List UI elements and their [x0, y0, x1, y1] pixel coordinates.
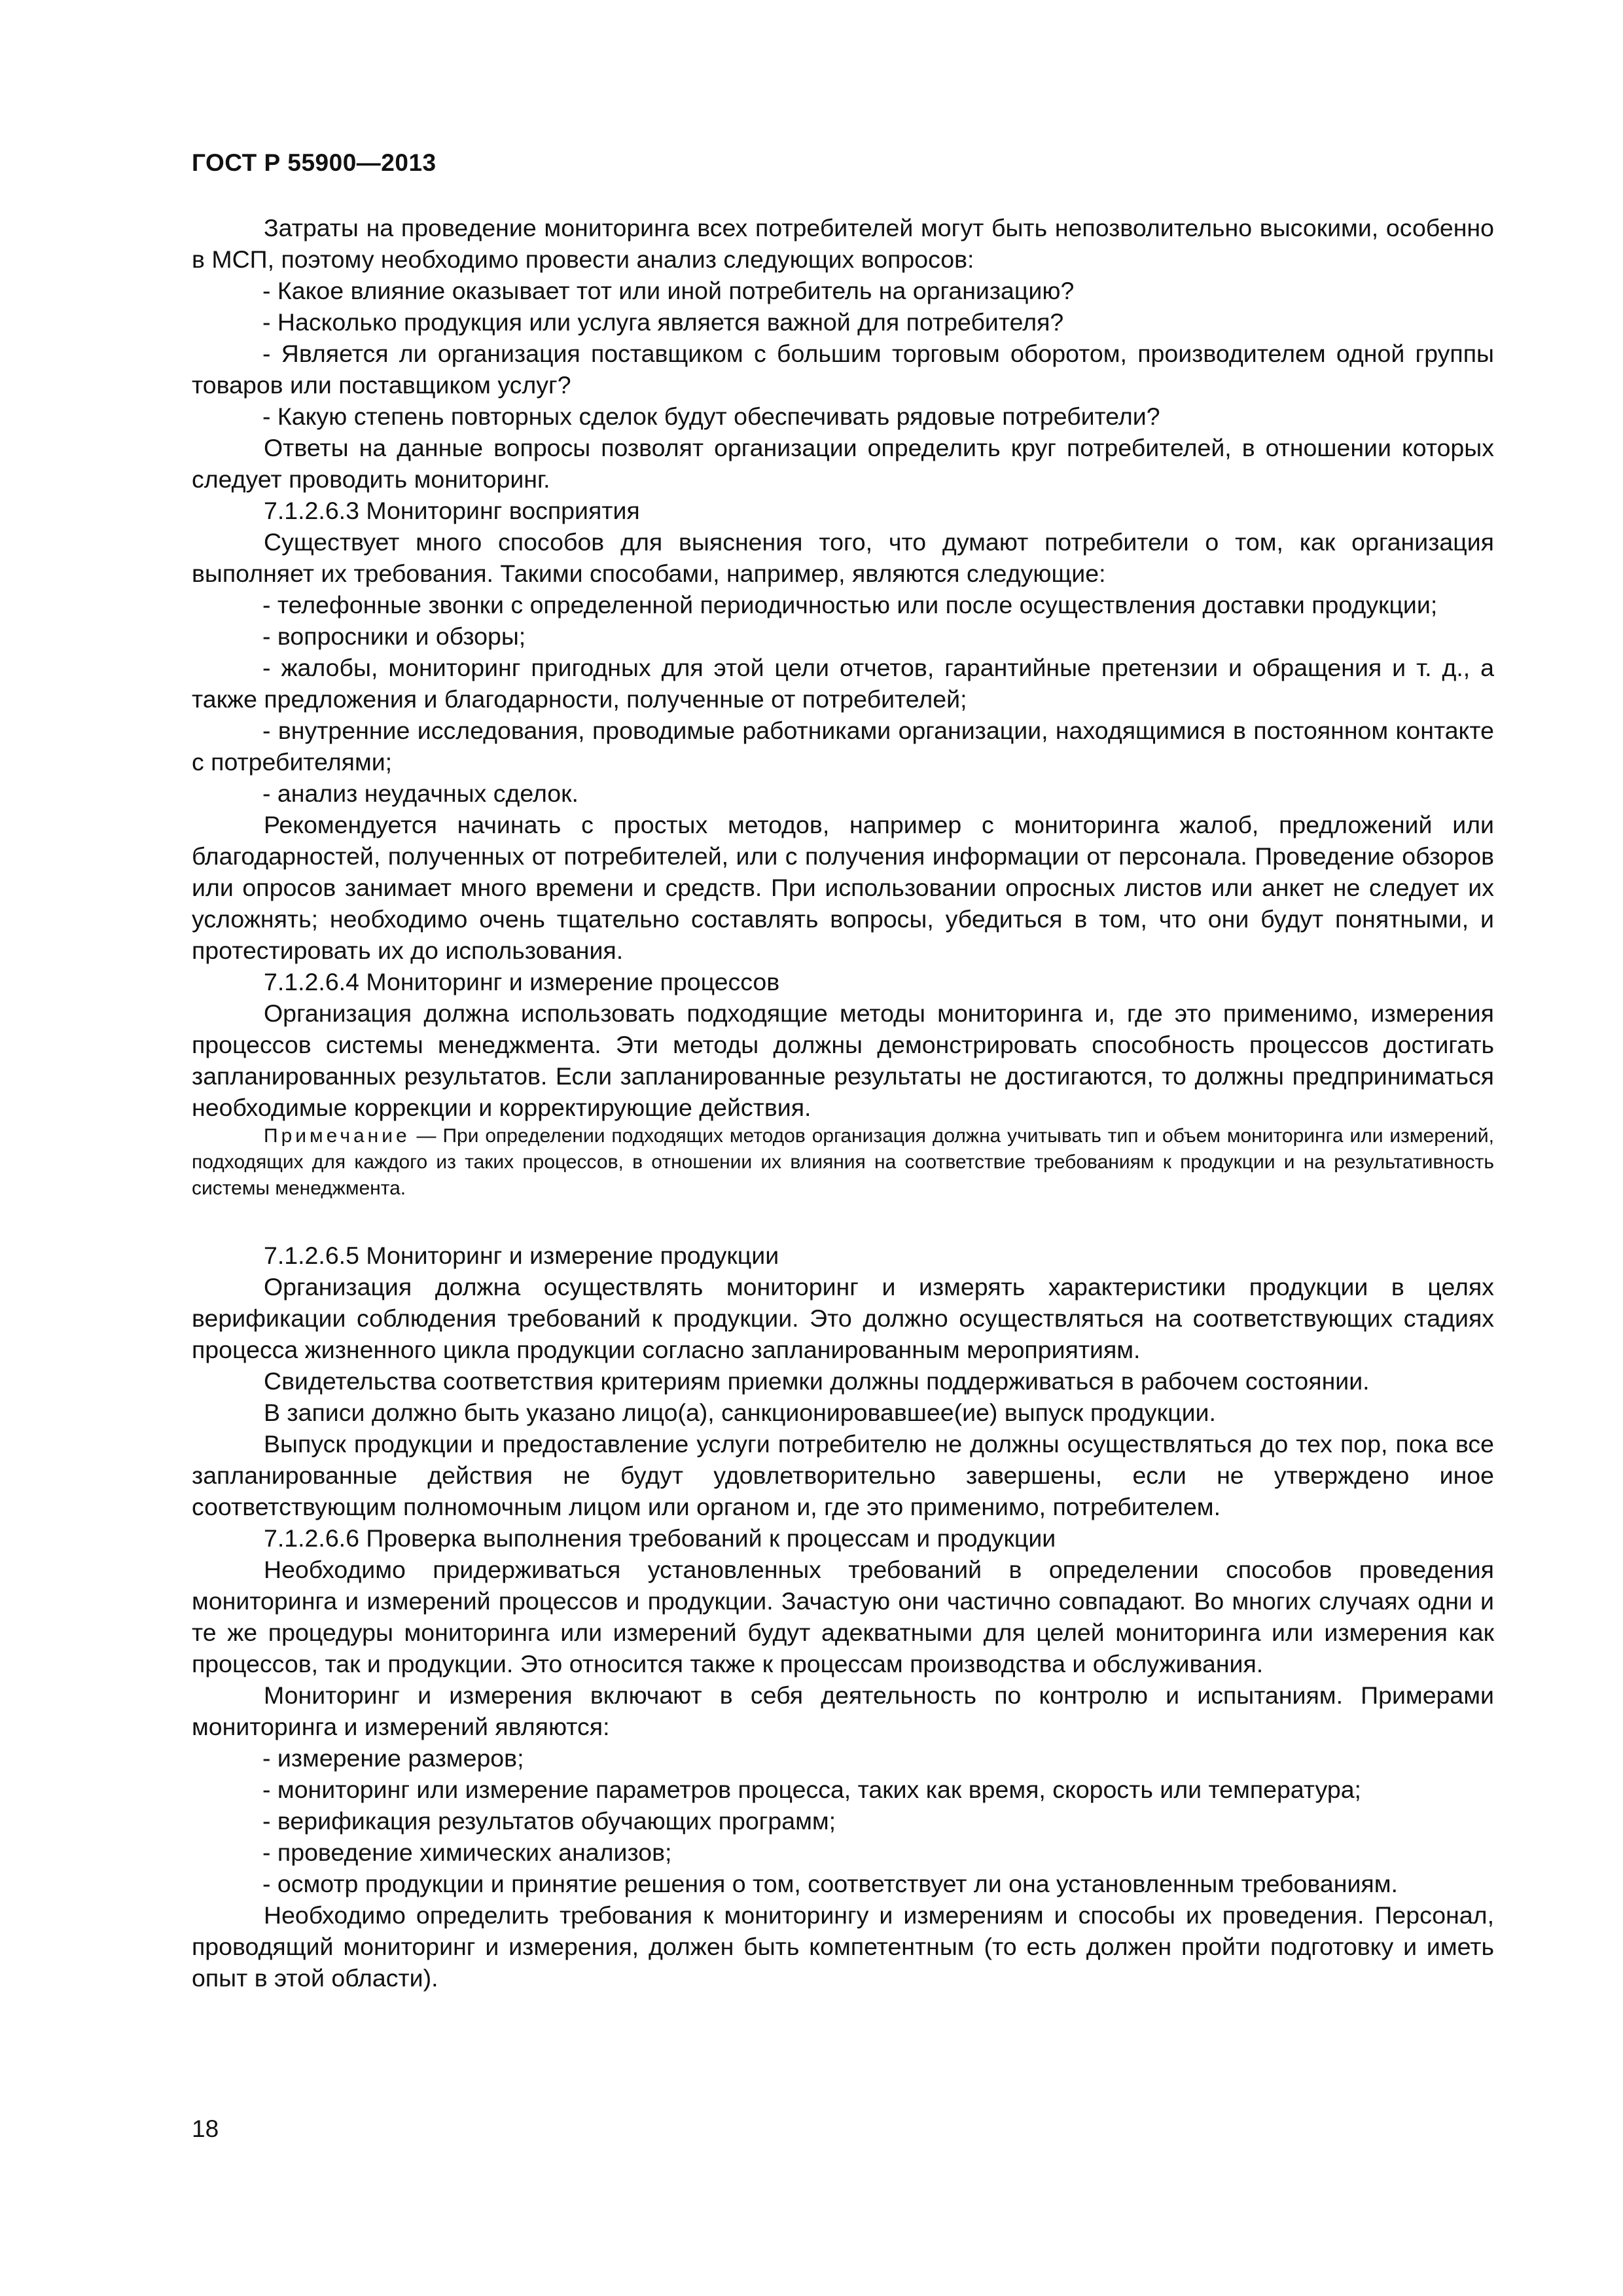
document-body [192, 212, 1494, 1994]
list-item: - вопросники и обзоры; [262, 622, 526, 650]
list-item: - Какую степень повторных сделок будут обеспечивать рядовые потребители? [262, 403, 1160, 430]
paragraph: Затраты на проведение мониторинга всех потребителей могут быть непозволительно высокими, особенно в МСП, поэтому необходимо провести анализ следующих вопросов: [192, 214, 1494, 273]
section-heading: 7.1.2.6.3 Мониторинг восприятия [264, 497, 640, 524]
paragraph: Выпуск продукции и предоставление услуги потребителю не должны осуществляться до тех пор, пока все запланированные действия не будут удовлетворительно завершены, если не утверждено иное соответствующим полномочным лицом или органом и, где это применимо, потребителем. [192, 1430, 1494, 1520]
list-item: - мониторинг или измерение параметров процесса, таких как время, скорость или температура; [262, 1776, 1361, 1803]
list-item: - измерение размеров; [262, 1744, 524, 1772]
document-header: ГОСТ Р 55900—2013 [192, 149, 437, 176]
list-item: - внутренние исследования, проводимые работниками организации, находящимися в постоянном контакте с потребителями; [192, 717, 1494, 776]
list-item: - проведение химических анализов; [262, 1839, 672, 1866]
paragraph: Мониторинг и измерения включают в себя деятельность по контролю и испытаниям. Примерами мониторинга и измерений являются: [192, 1681, 1494, 1740]
list-item: - анализ неудачных сделок. [262, 780, 579, 807]
paragraph: Ответы на данные вопросы позволят организации определить круг потребителей, в отношении которых следует проводить мониторинг. [192, 434, 1494, 493]
page-number: 18 [192, 2115, 219, 2142]
paragraph: Необходимо придерживаться установленных требований в определении способов проведения мониторинга и измерений процессов и продукции. Зачастую они частично совпадают. Во многих случаях одни и те же процедуры мониторинга или измерений будут адекватными для целей мониторинга или измерения как процессов, так и продукции. Это относится также к процессам производства и обслуживания. [192, 1556, 1494, 1677]
note-label: Примечание [264, 1125, 410, 1147]
list-item: - осмотр продукции и принятие решения о том, соответствует ли она установленным требованиям. [262, 1870, 1398, 1897]
note-paragraph [192, 1123, 1494, 1202]
section-heading: 7.1.2.6.6 Проверка выполнения требований к процессам и продукции [264, 1524, 1056, 1552]
section-heading: 7.1.2.6.5 Мониторинг и измерение продукции [264, 1242, 779, 1269]
list-item: - Насколько продукция или услуга является важной для потребителя? [262, 308, 1064, 336]
list-item: - Является ли организация поставщиком с большим торговым оборотом, производителем одной группы товаров или поставщиком услуг? [192, 340, 1494, 399]
list-item: - верификация результатов обучающих программ; [262, 1807, 836, 1835]
list-item: - телефонные звонки с определенной периодичностью или после осуществления доставки продукции; [262, 591, 1438, 619]
note-text: — При определении подходящих методов организация должна учитывать тип и объем мониторинга или измерений, подходящих для каждого из таких процессов, в отношении их влияния на соответствие требованиям к продукции и на результативность системы менеджмента. [192, 1125, 1494, 1199]
paragraph: Существует много способов для выяснения того, что думают потребители о том, как организация выполняет их требования. Такими способами, например, являются следующие: [192, 528, 1494, 587]
paragraph: Необходимо определить требования к мониторингу и измерениям и способы их проведения. Персонал, проводящий мониторинг и измерения, должен быть компетентным (то есть должен пройти подготовку и иметь опыт в этой области). [192, 1901, 1494, 1992]
list-item: - жалобы, мониторинг пригодных для этой цели отчетов, гарантийные претензии и обращения и т. д., а также предложения и благодарности, полученные от потребителей; [192, 654, 1494, 713]
paragraph: В записи должно быть указано лицо(а), санкционировавшее(ие) выпуск продукции. [264, 1399, 1216, 1426]
list-item: - Какое влияние оказывает тот или иной потребитель на организацию? [262, 277, 1075, 304]
paragraph: Организация должна осуществлять мониторинг и измерять характеристики продукции в целях верификации соблюдения требований к продукции. Это должно осуществляться на соответствующих стадиях процесса жизненного цикла продукции согласно запланированным мероприятиям. [192, 1273, 1494, 1363]
paragraph: Организация должна использовать подходящие методы мониторинга и, где это применимо, измерения процессов системы менеджмента. Эти методы должны демонстрировать способность процессов достигать запланированных результатов. Если запланированные результаты не достигаются, то должны предприниматься необходимые коррекции и корректирующие действия. [192, 999, 1494, 1121]
section-heading: 7.1.2.6.4 Мониторинг и измерение процессов [264, 968, 780, 996]
paragraph: Свидетельства соответствия критериям приемки должны поддерживаться в рабочем состоянии. [264, 1367, 1370, 1395]
paragraph: Рекомендуется начинать с простых методов, например с мониторинга жалоб, предложений или благодарностей, полученных от потребителей, или с получения информации от персонала. Проведение обзоров или опросов занимает много времени и средств. При использовании опросных листов или анкет не следует их усложнять; необходимо очень тщательно составлять вопросы, убедиться в том, что они будут понятными, и протестировать их до использования. [192, 811, 1494, 964]
